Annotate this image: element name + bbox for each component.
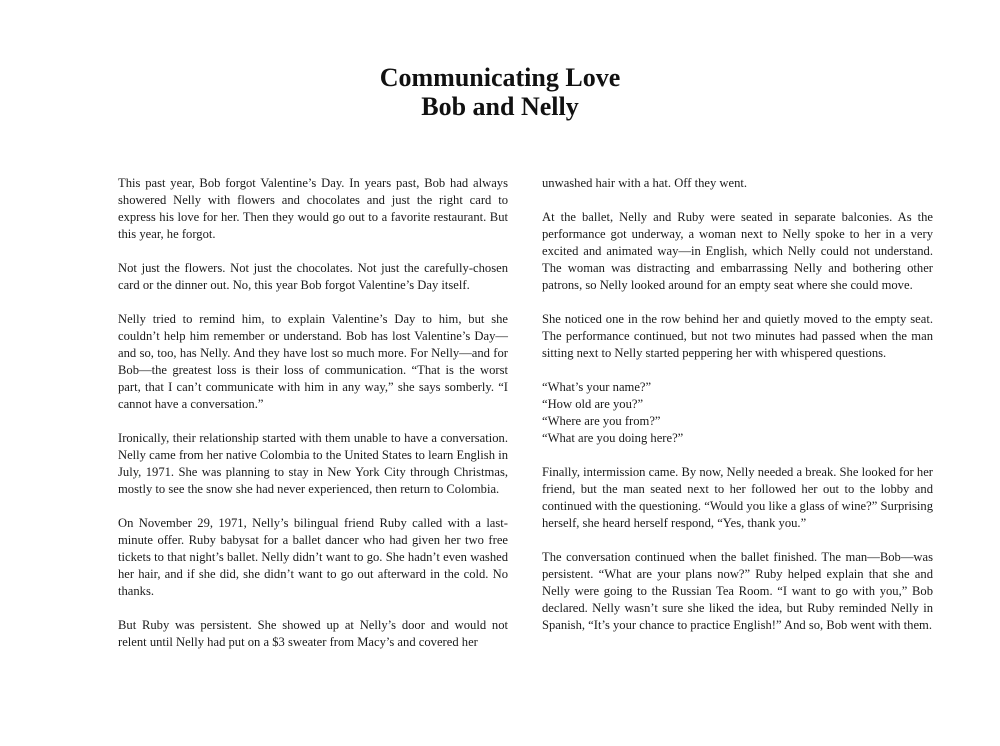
title-line-main: Communicating Love — [379, 63, 621, 92]
question-line: “What are you doing here?” — [542, 431, 684, 445]
title-line-subtitle: Bob and Nelly — [421, 92, 579, 121]
paragraph: unwashed hair with a hat. Off they went. — [542, 176, 748, 190]
page-title — [0, 63, 1000, 121]
question-line: “How old are you?” — [542, 397, 644, 411]
paragraph: Ironically, their relationship started with them unable to have a conversation. Nelly came from her native Colombia to the United States to learn English in July, 1971. She was planning to stay in New York City through Christmas, mostly to see the snow she had never experienced, then return to Colombia. — [118, 431, 508, 496]
paragraph: On November 29, 1971, Nelly’s bilingual friend Ruby called with a last-minute offer. Ruby babysat for a ballet dancer who had given her two free tickets to that night’s ballet. Nelly didn’t want to go. She hadn’t even washed her hair, and if she did, she didn’t want to go out afterward in the cold. No thanks. — [118, 516, 508, 598]
paragraph: Nelly tried to remind him, to explain Valentine’s Day to him, but she couldn’t help him remember or understand. Bob has lost Valentine’s Day—and so, too, has Nelly. And they have lost so much more. For Nelly—and for Bob—the greatest loss is their loss of communication. “That is the worst part, that I can’t communicate with him in any way,” she says somberly. “I cannot have a conversation.” — [118, 312, 508, 411]
paragraph: Finally, intermission came. By now, Nelly needed a break. She looked for her friend, but the man seated next to her followed her out to the lobby and continued with the questioning. “Would you like a glass of wine?” Surprising herself, she heard herself respond, “Yes, thank you.” — [542, 465, 933, 530]
paragraph: She noticed one in the row behind her and quietly moved to the empty seat. The performance continued, but not two minutes had passed when the man sitting next to Nelly started peppering her with whispered questions. — [542, 312, 933, 360]
question-line: “What’s your name?” — [542, 380, 652, 394]
paragraph: This past year, Bob forgot Valentine’s Day. In years past, Bob had always showered Nelly with flowers and chocolates and just the right card to express his love for her. Then they would go out to a favorite restaurant. But this year, he forgot. — [118, 176, 508, 241]
right-column — [542, 175, 933, 634]
question-line: “Where are you from?” — [542, 414, 661, 428]
paragraph: Not just the flowers. Not just the chocolates. Not just the carefully-chosen card or the dinner out. No, this year Bob forgot Valentine’s Day itself. — [118, 261, 508, 292]
paragraph: The conversation continued when the ballet finished. The man—Bob—was persistent. “What are your plans now?” Ruby helped explain that she and Nelly were going to the Russian Tea Room. “I want to go with you,” Bob declared. Nelly wasn’t sure she liked the idea, but Ruby reminded Nelly in Spanish, “It’s your chance to practice English!” And so, Bob went with them. — [542, 550, 933, 632]
paragraph: But Ruby was persistent. She showed up at Nelly’s door and would not relent until Nelly had put on a $3 sweater from Macy’s and covered her — [118, 618, 508, 649]
paragraph: At the ballet, Nelly and Ruby were seated in separate balconies. As the performance got underway, a woman next to Nelly spoke to her in a very excited and animated way—in English, which Nelly could not understand. The woman was distracting and embarrassing Nelly and bothering other patrons, so Nelly looked around for an empty seat where she could move. — [542, 210, 933, 292]
left-column — [118, 175, 508, 651]
